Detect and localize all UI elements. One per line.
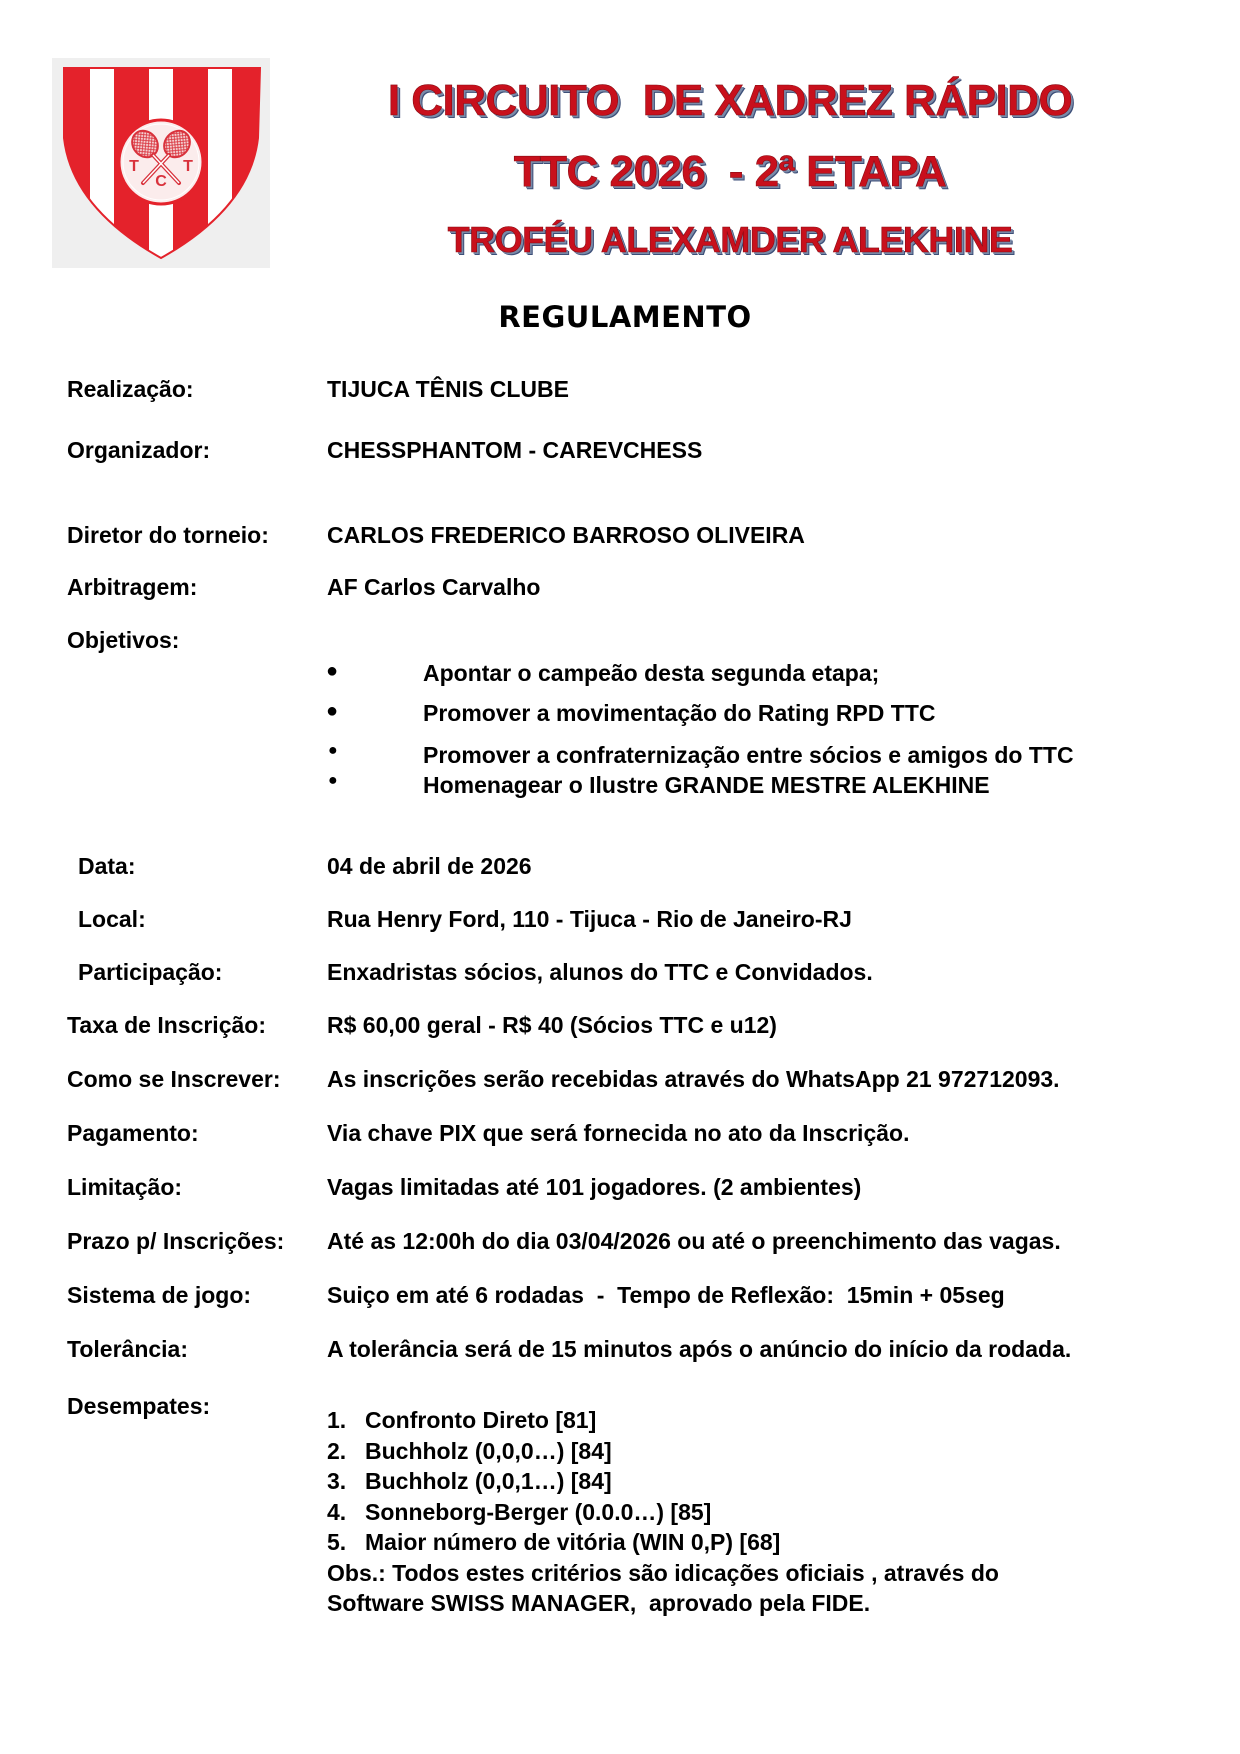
objective-item — [0, 772, 1240, 802]
tiebreak-number: 5. — [327, 1529, 347, 1555]
bullet-icon: ● — [328, 772, 338, 789]
objective-text: Promover a confraternização entre sócios e amigos do TTC — [423, 742, 1074, 768]
label-limitacao: Limitação: — [67, 1174, 183, 1200]
objective-text: Promover a movimentação do Rating RPD TTC — [423, 700, 936, 726]
tiebreak-item — [327, 1405, 999, 1436]
logo-letter-t-left: T — [129, 158, 139, 175]
bullet-icon: ● — [326, 660, 339, 682]
title-line-stage: TTC 2026 - 2ª ETAPA — [513, 147, 947, 196]
value-sistema: Suiço em até 6 rodadas - Tempo de Reflexão: 15min + 05seg — [327, 1282, 1005, 1308]
label-diretor: Diretor do torneio: — [67, 522, 269, 548]
tiebreak-number: 1. — [327, 1407, 347, 1433]
tiebreak-text: Maior número de vitória (WIN 0,P) [68] — [365, 1529, 781, 1555]
label-realizacao: Realização: — [67, 376, 194, 402]
objective-text: Homenagear o Ilustre GRANDE MESTRE ALEKHINE — [423, 772, 990, 798]
label-arbitragem: Arbitragem: — [67, 574, 198, 600]
label-como-inscrever: Como se Inscrever: — [67, 1066, 281, 1092]
value-tolerancia: A tolerância será de 15 minutos após o anúncio do início da rodada. — [327, 1336, 1072, 1362]
label-data: Data: — [78, 853, 136, 879]
value-organizador: CHESSPHANTOM - CAREVCHESS — [327, 437, 703, 463]
value-arbitragem: AF Carlos Carvalho — [327, 574, 541, 600]
objective-item — [0, 742, 1240, 772]
tiebreak-text: Confronto Direto [81] — [365, 1407, 597, 1433]
label-objetivos: Objetivos: — [67, 627, 180, 653]
tiebreak-item — [327, 1466, 999, 1497]
objective-item — [0, 660, 1240, 690]
value-realizacao: TIJUCA TÊNIS CLUBE — [327, 376, 569, 402]
value-pagamento: Via chave PIX que será fornecida no ato da Inscrição. — [327, 1120, 910, 1146]
tiebreak-text: Buchholz (0,0,1…) [84] — [365, 1468, 612, 1494]
value-local: Rua Henry Ford, 110 - Tijuca - Rio de Janeiro-RJ — [327, 906, 852, 932]
label-prazo: Prazo p/ Inscrições: — [67, 1228, 285, 1254]
title-line-trophy: TROFÉU ALEXAMDER ALEKHINE — [447, 219, 1013, 260]
value-data: 04 de abril de 2026 — [327, 853, 532, 879]
label-participacao: Participação: — [78, 959, 223, 985]
value-prazo: Até as 12:00h do dia 03/04/2026 ou até o preenchimento das vagas. — [327, 1228, 1061, 1254]
bullet-icon: ● — [326, 700, 339, 722]
label-pagamento: Pagamento: — [67, 1120, 199, 1146]
logo-letter-t-right: T — [183, 158, 193, 175]
tiebreak-item — [327, 1497, 999, 1528]
value-participacao: Enxadristas sócios, alunos do TTC e Convidados. — [327, 959, 873, 985]
club-logo — [52, 58, 270, 268]
tiebreak-text: Sonneborg-Berger (0.0.0…) [85] — [365, 1498, 712, 1525]
tiebreak-number: 4. — [327, 1498, 347, 1525]
label-local: Local: — [78, 906, 146, 932]
tiebreak-number: 2. — [327, 1437, 347, 1464]
tiebreak-list — [327, 1405, 999, 1619]
regulation-heading: REGULAMENTO — [498, 300, 752, 334]
tiebreak-note-line1: Obs.: Todos estes critérios são idicações oficiais , através do — [327, 1559, 999, 1586]
logo-letter-c: C — [155, 173, 167, 190]
event-title — [300, 70, 1160, 272]
tiebreak-text: Buchholz (0,0,0…) [84] — [365, 1437, 612, 1464]
tiebreak-item — [327, 1527, 999, 1558]
label-organizador: Organizador: — [67, 437, 211, 463]
bullet-icon: ● — [328, 742, 338, 759]
tiebreak-number: 3. — [327, 1468, 347, 1494]
value-taxa: R$ 60,00 geral - R$ 40 (Sócios TTC e u12) — [327, 1012, 777, 1038]
title-line-circuit: I CIRCUITO DE XADREZ RÁPIDO — [387, 76, 1073, 125]
label-tolerancia: Tolerância: — [67, 1336, 188, 1362]
label-taxa: Taxa de Inscrição: — [67, 1012, 266, 1038]
value-diretor: CARLOS FREDERICO BARROSO OLIVEIRA — [327, 522, 805, 548]
tiebreak-note-line2: Software SWISS MANAGER, aprovado pela FIDE. — [327, 1590, 871, 1616]
label-desempates: Desempates: — [67, 1393, 211, 1419]
tiebreak-item — [327, 1436, 999, 1467]
label-sistema: Sistema de jogo: — [67, 1282, 252, 1308]
value-como-inscrever: As inscrições serão recebidas através do WhatsApp 21 972712093. — [327, 1066, 1060, 1092]
objective-text: Apontar o campeão desta segunda etapa; — [423, 660, 880, 686]
tijuca-tenis-clube-crest-icon — [52, 58, 270, 268]
objective-item — [0, 700, 1240, 730]
value-limitacao: Vagas limitadas até 101 jogadores. (2 ambientes) — [327, 1174, 862, 1200]
